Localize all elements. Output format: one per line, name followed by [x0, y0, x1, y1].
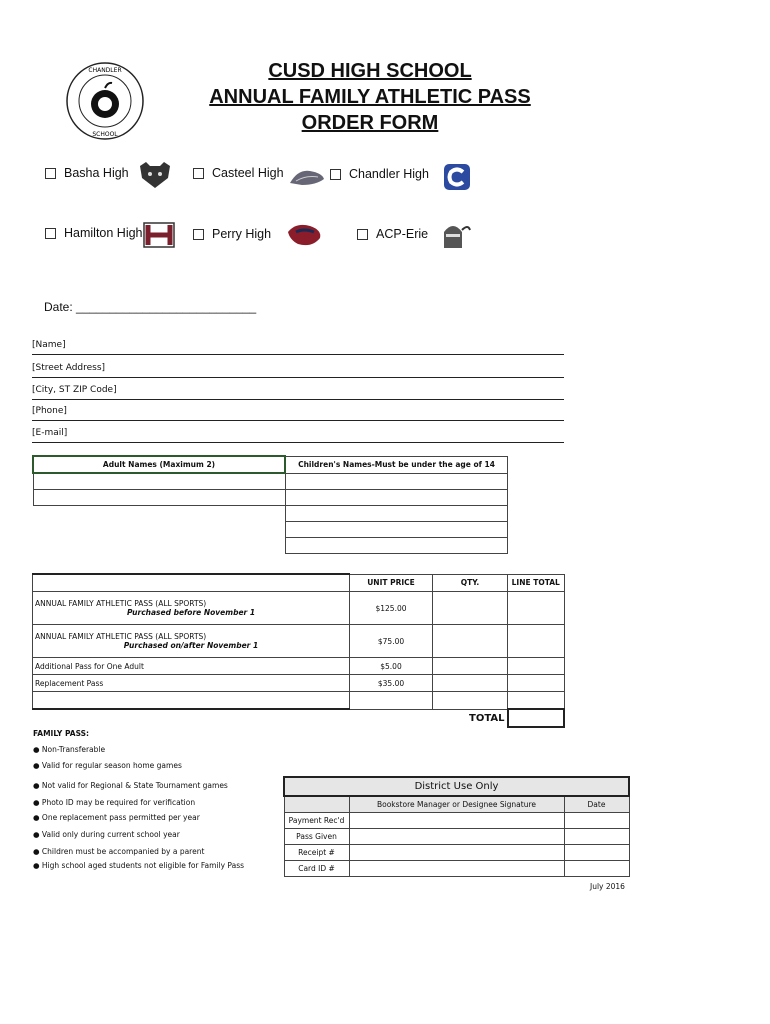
school-option-perry[interactable]: Perry High [193, 227, 271, 241]
item-description: ANNUAL FAMILY ATHLETIC PASS (ALL SPORTS) Purchased before November 1 [33, 592, 350, 625]
list-item: ● Valid for regular season home games [33, 761, 182, 770]
table-row [33, 592, 565, 625]
email-field[interactable]: [E-mail] [32, 424, 564, 443]
date-cell[interactable] [564, 861, 629, 877]
signature-cell[interactable] [349, 829, 564, 845]
school-option-casteel[interactable]: Casteel High [193, 166, 284, 180]
table-row [33, 675, 565, 692]
item-price: $35.00 [350, 675, 433, 692]
table-row [284, 845, 629, 861]
list-item: ● Not valid for Regional & State Tournament games [33, 781, 228, 790]
table-row [284, 829, 629, 845]
table-row [33, 658, 565, 675]
child-name-cell[interactable] [285, 490, 508, 506]
date-cell[interactable] [564, 829, 629, 845]
family-pass-heading: FAMILY PASS: [33, 729, 90, 738]
list-item: ● One replacement pass permitted per year [33, 813, 200, 822]
puma-icon [286, 220, 324, 250]
bear-icon [136, 160, 174, 190]
checkbox[interactable] [193, 168, 204, 179]
h-logo-icon [140, 220, 178, 250]
school-option-chandler[interactable]: Chandler High [330, 167, 429, 181]
date-line[interactable]: Date: ___________________________ [44, 300, 257, 314]
table-row [33, 625, 565, 658]
name-field[interactable]: [Name] [32, 336, 564, 355]
district-use-table [283, 776, 630, 877]
school-option-hamilton[interactable]: Hamilton High [45, 226, 143, 240]
checkbox[interactable] [330, 169, 341, 180]
signature-header: Bookstore Manager or Designee Signature [349, 796, 564, 813]
table-row [33, 692, 565, 710]
cobra-icon [288, 163, 326, 193]
item-price: $75.00 [350, 625, 433, 658]
adult-name-cell[interactable] [33, 490, 285, 506]
row-label: Card ID # [284, 861, 349, 877]
signature-cell[interactable] [349, 813, 564, 829]
child-name-cell[interactable] [285, 522, 508, 538]
district-seal-logo [64, 60, 146, 142]
list-item: ● Non-Transferable [33, 745, 106, 754]
line-total-cell[interactable] [508, 592, 565, 625]
footer-date: July 2016 [590, 882, 625, 891]
svg-text:CHANDLER: CHANDLER [88, 67, 122, 74]
adult-names-header: Adult Names (Maximum 2) [33, 456, 285, 473]
line-total-cell[interactable] [508, 675, 565, 692]
school-option-basha[interactable]: Basha High [45, 166, 129, 180]
date-cell[interactable] [564, 845, 629, 861]
row-label: Pass Given [284, 829, 349, 845]
table-row [284, 861, 629, 877]
item-price: $5.00 [350, 658, 433, 675]
qty-cell[interactable] [433, 675, 508, 692]
qty-header: QTY. [433, 574, 508, 592]
qty-cell[interactable] [433, 625, 508, 658]
children-names-header: Children's Names-Must be under the age of 14 [285, 456, 508, 473]
table-row [284, 813, 629, 829]
item-description: Additional Pass for One Adult [33, 658, 350, 675]
item-description: ANNUAL FAMILY ATHLETIC PASS (ALL SPORTS) Purchased on/after November 1 [33, 625, 350, 658]
c-logo-icon [438, 162, 476, 192]
line-total-cell[interactable] [508, 625, 565, 658]
date-header: Date [564, 796, 629, 813]
child-name-cell[interactable] [285, 473, 508, 490]
title-line-3: ORDER FORM [301, 112, 439, 134]
city-state-zip-field[interactable]: [City, ST ZIP Code] [32, 381, 564, 400]
total-label: TOTAL [469, 712, 505, 724]
checkbox[interactable] [193, 229, 204, 240]
list-item: ● High school aged students not eligible for Family Pass [33, 861, 245, 870]
signature-cell[interactable] [349, 845, 564, 861]
adult-name-cell[interactable] [33, 473, 285, 490]
knight-icon [434, 220, 472, 250]
street-address-field[interactable]: [Street Address] [32, 359, 564, 378]
checkbox[interactable] [45, 168, 56, 179]
title-line-1: CUSD HIGH SCHOOL [268, 60, 472, 82]
svg-text:SCHOOL: SCHOOL [92, 131, 118, 138]
phone-field[interactable]: [Phone] [32, 402, 564, 421]
list-item: ● Children must be accompanied by a parent [33, 847, 205, 856]
item-price: $125.00 [350, 592, 433, 625]
child-name-cell[interactable] [285, 506, 508, 522]
unit-price-header: UNIT PRICE [350, 574, 433, 592]
school-option-acp-erie[interactable]: ACP-Erie [357, 227, 428, 241]
item-description: Replacement Pass [33, 675, 350, 692]
child-name-cell[interactable] [285, 538, 508, 554]
list-item: ● Valid only during current school year [33, 830, 180, 839]
total-cell[interactable] [508, 709, 565, 727]
checkbox[interactable] [45, 228, 56, 239]
line-total-header: LINE TOTAL [508, 574, 565, 592]
signature-cell[interactable] [349, 861, 564, 877]
checkbox[interactable] [357, 229, 368, 240]
row-label: Payment Rec'd [284, 813, 349, 829]
title-line-2: ANNUAL FAMILY ATHLETIC PASS [209, 86, 531, 108]
qty-cell[interactable] [433, 658, 508, 675]
names-table [32, 455, 508, 554]
line-total-cell[interactable] [508, 658, 565, 675]
row-label: Receipt # [284, 845, 349, 861]
district-use-title: District Use Only [284, 777, 629, 796]
order-table [32, 573, 565, 728]
qty-cell[interactable] [433, 592, 508, 625]
date-cell[interactable] [564, 813, 629, 829]
list-item: ● Photo ID may be required for verification [33, 798, 196, 807]
